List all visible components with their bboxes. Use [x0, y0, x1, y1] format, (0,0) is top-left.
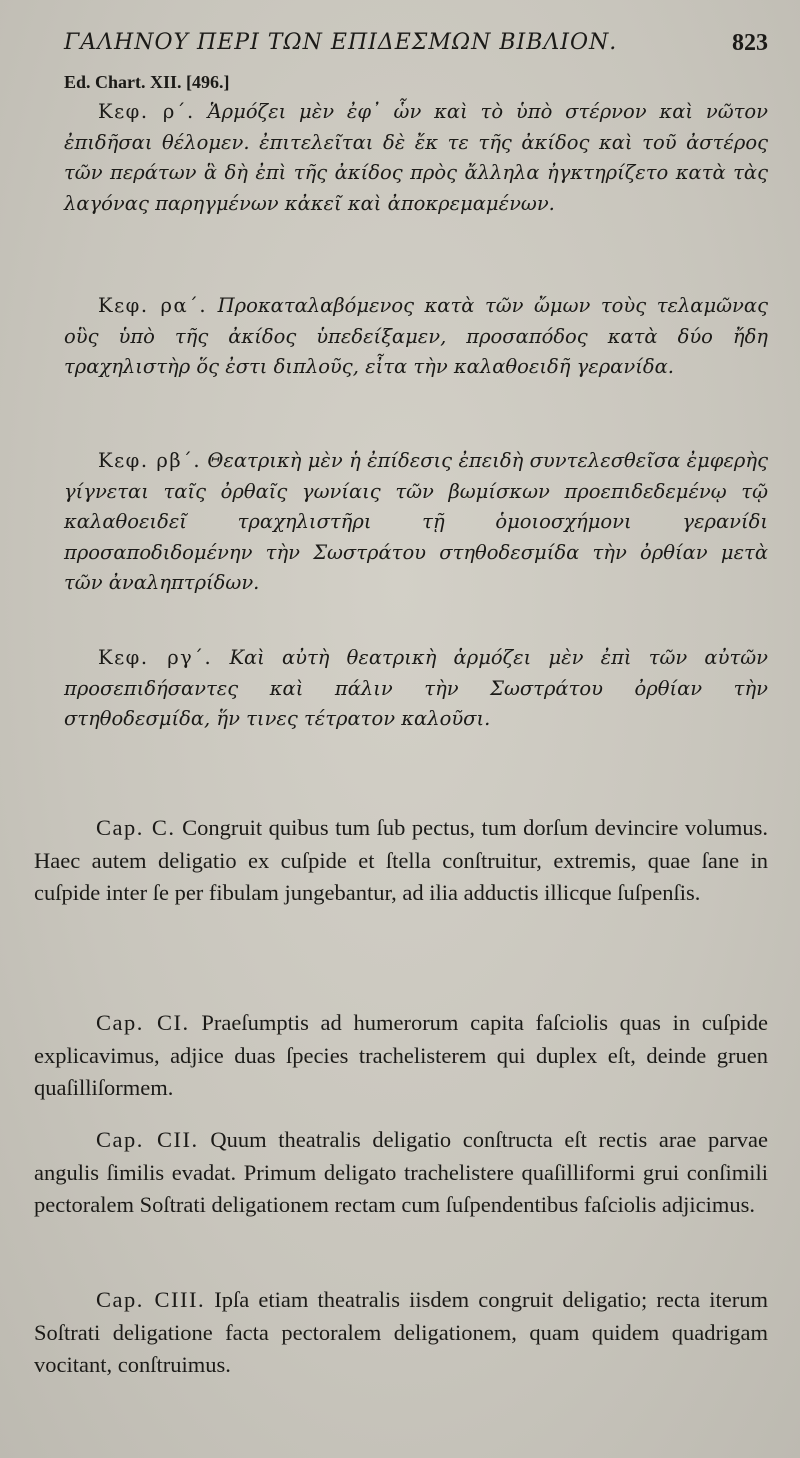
chapter-label: Κεφ. ρβ΄.: [98, 449, 202, 472]
running-title: ΓΑΛΗΝΟΥ ΠΕΡΙ ΤΩΝ ΕΠΙΔΕΣΜΩΝ ΒΙΒΛΙΟΝ.: [64, 30, 618, 55]
chapter-label: Cap. CI.: [96, 1010, 190, 1035]
latin-paragraph: [34, 1284, 768, 1382]
chapter-label: Cap. CII.: [96, 1127, 199, 1152]
greek-paragraph: [64, 291, 768, 383]
chapter-label: Κεφ. ρ΄.: [98, 100, 195, 123]
paragraph-text: Θεατρικὴ μὲν ἡ ἐπίδεσις ἐπειδὴ συντελεσθεῖσα ἐμφερὴς γίγνεται ταῖς ὀρθαῖς γωνίαις τῶν βωμίσκων προεπιδεδεμένῳ τῷ καλαθοειδεῖ τραχηλιστῆρι τῇ ὁμοιοσχήμονι γερανίδι προσαποδιδομένην τὴν Σωστράτου στηθοδεσμίδα τὴν ὀρθίαν μετὰ τῶν ἀναληπτρίδων.: [64, 449, 768, 594]
latin-paragraph: [34, 812, 768, 910]
paragraph-text: Ipſa etiam theatralis iisdem congruit deligatio; recta iterum Soſtrati deligatione facta pectoralem deligationem, quam quidem quadrigam vocitant, conſtruimus.: [34, 1287, 769, 1377]
paragraph-text: Praeſumptis ad humerorum capita faſciolis quas in cuſpide explicavimus, adjice duas ſpecies trachelisterem qui duplex eſt, deinde gruen quaſilliſormem.: [34, 1010, 768, 1100]
latin-paragraph: [34, 1124, 768, 1222]
chapter-label: Cap. CIII.: [96, 1287, 206, 1312]
paragraph-text: Καὶ αὐτὴ θεατρικὴ ἁρμόζει μὲν ἐπὶ τῶν αὐτῶν προσεπιδήσαντες καὶ πάλιν τὴν Σωστράτου ὀρθίαν τὴν στηθοδεσμίδα, ἥν τινες τέτρατον καλοῦσι.: [64, 646, 768, 730]
paragraph-text: Προκαταλαβόμενος κατὰ τῶν ὤμων τοὺς τελαμῶνας οὓς ὑπὸ τῆς ἀκίδος ὑπεδείξαμεν, προσαπόδος κατὰ δύο ἤδη τραχηλιστὴρ ὅς ἐστι διπλοῦς, εἶτα τὴν καλαθοειδῆ γερανίδα.: [64, 294, 768, 378]
page-header: [64, 30, 768, 70]
page-number: 823: [732, 30, 768, 56]
greek-paragraph: [64, 643, 768, 735]
paragraph-text: Ἁρμόζει μὲν ἐφ᾽ ὧν καὶ τὸ ὑπὸ στέρνον καὶ νῶτον ἐπιδῆσαι θέλομεν. ἐπιτελεῖται δὲ ἔκ τε τῆς ἀκίδος καὶ τοῦ ἀστέρος τῶν περάτων ἃ δὴ ἐπὶ τῆς ἀκίδος πρὸς ἄλληλα ἠγκτηρίζετο κατὰ τὰς λαγόνας παρηγμένων κἀκεῖ καὶ ἀποκρεμαμένων.: [64, 100, 768, 215]
chapter-label: Κεφ. ρα΄.: [98, 294, 208, 317]
chapter-label: Κεφ. ργ΄.: [98, 646, 213, 669]
greek-paragraph: [64, 97, 768, 219]
chapter-label: Cap. C.: [96, 815, 176, 840]
edition-reference: Ed. Chart. XII. [496.]: [64, 72, 230, 92]
greek-paragraph: [64, 446, 768, 599]
paragraph-text: Congruit quibus tum ſub pectus, tum dorſum devincire volumus. Haec autem deligatio ex cuſpide et ſtella conſtruitur, extremis, quae ſane in cuſpide inter ſe per fibulam jungebantur, ad ilia adductis illicque ſuſpenſis.: [34, 815, 768, 905]
paragraph-text: Quum theatralis deligatio conſtructa eſt rectis arae parvae angulis ſimilis evadat. Primum deligato trachelistere quaſilliformi grui conſimili pectoralem Soſtrati deligationem rectam cum ſuſpendentibus faſciolis adjicimus.: [34, 1127, 768, 1217]
latin-paragraph: [34, 1007, 768, 1105]
